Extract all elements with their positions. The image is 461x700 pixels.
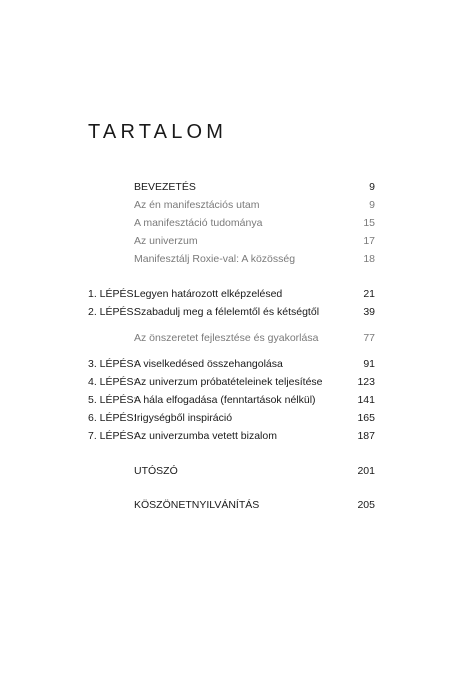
toc-entry-step <box>0 392 461 408</box>
entry-page: 17 <box>363 235 375 247</box>
entry-label: Az univerzumba vetett bizalom <box>134 430 277 442</box>
step-number: 3. LÉPÉS: <box>88 358 137 370</box>
entry-page: 141 <box>357 394 375 406</box>
toc-subentry <box>0 233 461 249</box>
entry-page: 91 <box>363 358 375 370</box>
entry-page: 15 <box>363 217 375 229</box>
entry-label: Az univerzum <box>134 235 198 247</box>
toc-subentry-interlude <box>0 330 461 346</box>
entry-page: 18 <box>363 253 375 265</box>
entry-label: KÖSZÖNETNYILVÁNÍTÁS <box>134 499 260 511</box>
entry-page: 165 <box>357 412 375 424</box>
entry-label: Szabadulj meg a félelemtől és kétségtől <box>134 306 320 318</box>
entry-page: 201 <box>357 465 375 477</box>
toc-entry-step <box>0 428 461 444</box>
toc-entry-step <box>0 374 461 390</box>
entry-label: Legyen határozott elképzelésed <box>134 288 283 300</box>
toc-entry-afterword <box>0 463 461 479</box>
entry-page: 187 <box>357 430 375 442</box>
page-title: TARTALOM <box>88 121 228 143</box>
toc-entry-step <box>0 304 461 320</box>
entry-label: A manifesztáció tudománya <box>134 217 263 229</box>
toc-entry-acknowledgements <box>0 497 461 513</box>
entry-page: 39 <box>363 306 375 318</box>
entry-label: Az univerzum próbatételeinek teljesítése <box>134 376 323 388</box>
entry-label: Manifesztálj Roxie-val: A közösség <box>134 253 296 265</box>
toc-entry-introduction <box>0 179 461 195</box>
step-number: 6. LÉPÉS: <box>88 412 137 424</box>
entry-page: 9 <box>369 181 375 193</box>
entry-page: 77 <box>363 332 375 344</box>
step-number: 1. LÉPÉS: <box>88 288 137 300</box>
entry-label: Az önszeretet fejlesztése és gyakorlása <box>134 332 319 344</box>
entry-label: UTÓSZÓ <box>134 465 178 477</box>
step-number: 2. LÉPÉS: <box>88 306 137 318</box>
toc-entry-step <box>0 410 461 426</box>
entry-page: 9 <box>369 199 375 211</box>
toc-subentry <box>0 197 461 213</box>
toc-entry-step <box>0 286 461 302</box>
entry-label: Irigységből inspiráció <box>134 412 233 424</box>
entry-label: BEVEZETÉS <box>134 181 196 193</box>
step-number: 4. LÉPÉS: <box>88 376 137 388</box>
entry-page: 205 <box>357 499 375 511</box>
entry-page: 123 <box>357 376 375 388</box>
entry-label: A viselkedésed összehangolása <box>134 358 283 370</box>
toc-subentry <box>0 215 461 231</box>
step-number: 7. LÉPÉS: <box>88 430 137 442</box>
toc-subentry <box>0 251 461 267</box>
entry-label: Az én manifesztációs utam <box>134 199 260 211</box>
toc-entry-step <box>0 356 461 372</box>
entry-label: A hála elfogadása (fenntartások nélkül) <box>134 394 316 406</box>
step-number: 5. LÉPÉS: <box>88 394 137 406</box>
entry-page: 21 <box>363 288 375 300</box>
